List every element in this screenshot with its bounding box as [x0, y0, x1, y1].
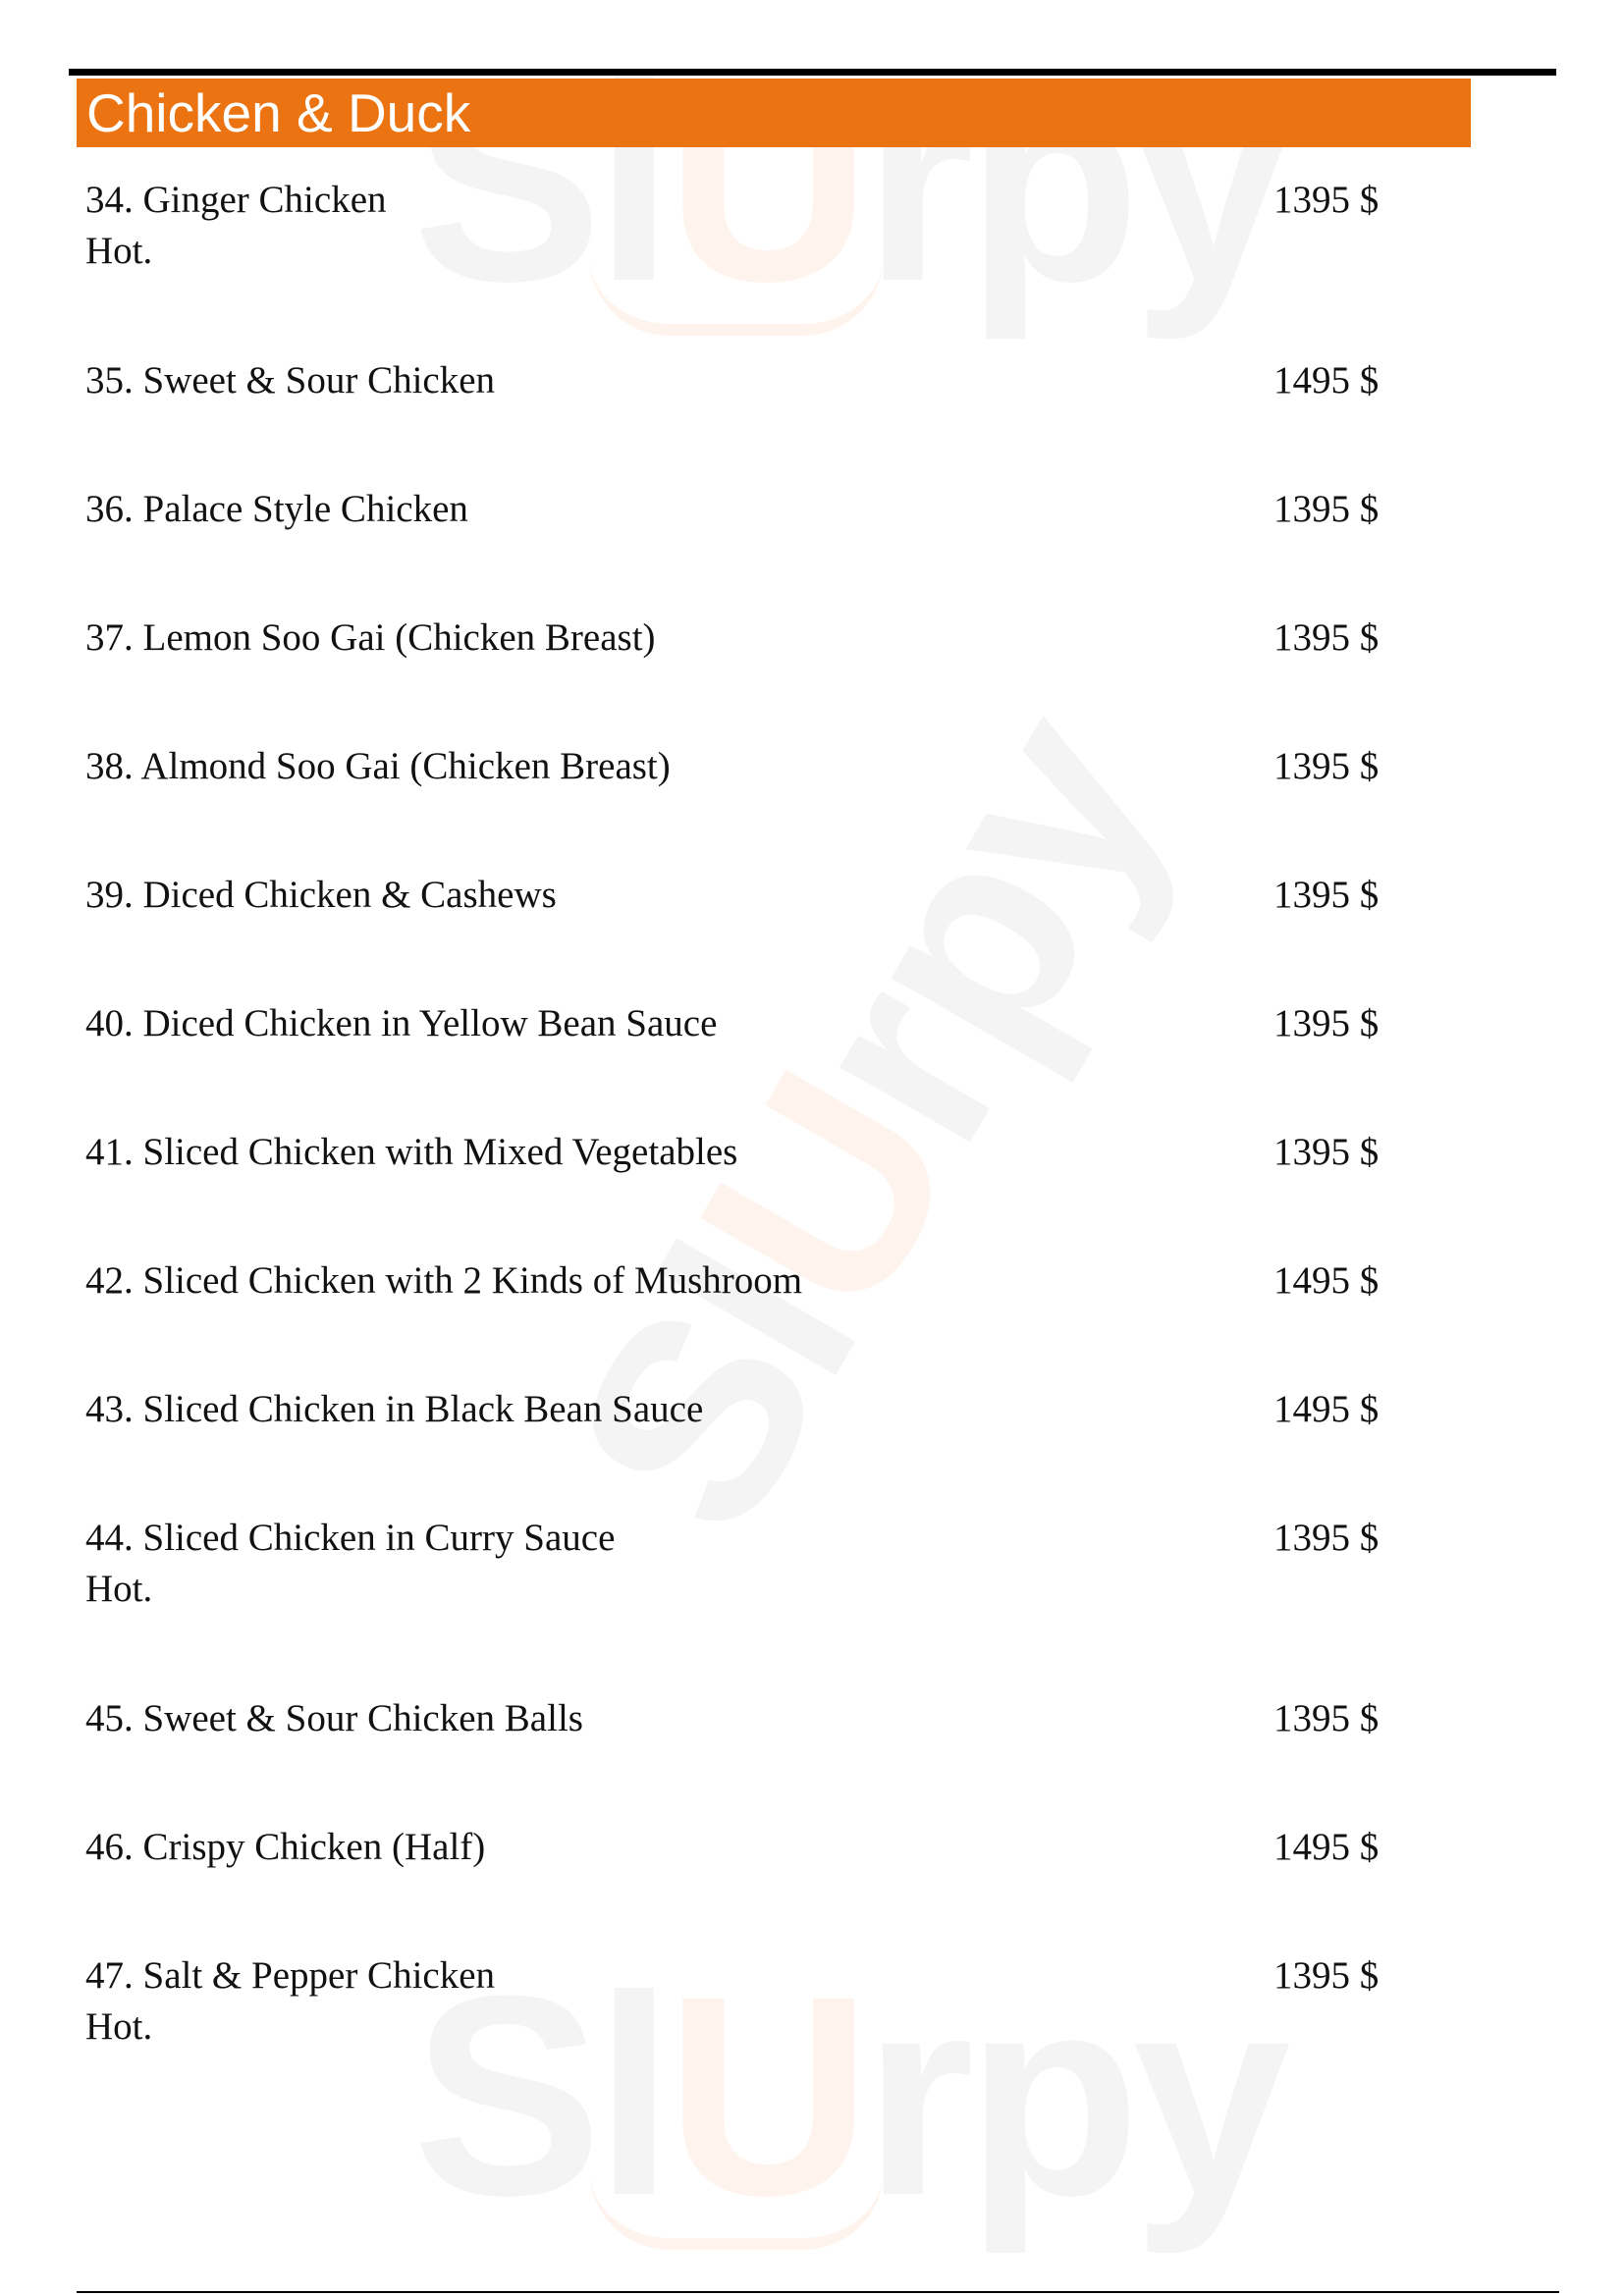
menu-list — [85, 175, 1391, 2131]
menu-item — [85, 484, 1391, 613]
item-name: 37. Lemon Soo Gai (Chicken Breast) — [85, 616, 656, 659]
item-name: 44. Sliced Chicken in Curry Sauce — [85, 1517, 616, 1559]
menu-item — [85, 1950, 1391, 2131]
item-name: 34. Ginger Chicken — [85, 179, 387, 221]
item-note: Hot. — [85, 2005, 153, 2048]
menu-item — [85, 998, 1391, 1127]
item-price: 1395 $ — [1273, 745, 1380, 787]
item-price: 1395 $ — [1273, 1517, 1380, 1559]
item-name: 46. Crispy Chicken (Half) — [85, 1826, 486, 1868]
menu-item — [85, 613, 1391, 741]
top-divider — [69, 69, 1556, 76]
item-name: 47. Salt & Pepper Chicken — [85, 1954, 496, 1997]
item-note: Hot. — [85, 230, 153, 272]
item-price: 1495 $ — [1273, 1826, 1380, 1868]
menu-item — [85, 355, 1391, 484]
section-title: Chicken & Duck — [77, 79, 1471, 147]
menu-item — [85, 1255, 1391, 1384]
item-name: 35. Sweet & Sour Chicken — [85, 359, 496, 401]
item-name: 39. Diced Chicken & Cashews — [85, 874, 557, 916]
menu-item — [85, 1384, 1391, 1513]
menu-item — [85, 1693, 1391, 1822]
menu-item — [85, 870, 1391, 998]
item-price: 1495 $ — [1273, 1259, 1380, 1302]
watermark-logo: U — [666, 23, 864, 341]
item-price: 1395 $ — [1273, 1002, 1380, 1044]
item-price: 1495 $ — [1273, 1388, 1380, 1430]
item-note: Hot. — [85, 1568, 153, 1610]
item-name: 41. Sliced Chicken with Mixed Vegetables — [85, 1131, 738, 1173]
item-price: 1395 $ — [1273, 179, 1380, 221]
item-price: 1395 $ — [1273, 1131, 1380, 1173]
item-price: 1495 $ — [1273, 359, 1380, 401]
menu-item — [85, 1822, 1391, 1950]
item-name: 36. Palace Style Chicken — [85, 488, 468, 530]
item-name: 45. Sweet & Sour Chicken Balls — [85, 1697, 583, 1739]
item-price: 1395 $ — [1273, 1954, 1380, 1997]
menu-item — [85, 741, 1391, 870]
item-price: 1395 $ — [1273, 1697, 1380, 1739]
menu-item — [85, 1513, 1391, 1693]
menu-item — [85, 1127, 1391, 1255]
item-name: 38. Almond Soo Gai (Chicken Breast) — [85, 745, 671, 787]
item-name: 40. Diced Chicken in Yellow Bean Sauce — [85, 1002, 718, 1044]
watermark-smile-icon — [589, 2169, 884, 2250]
bottom-divider — [77, 2291, 1559, 2293]
item-price: 1395 $ — [1273, 616, 1380, 659]
item-price: 1395 $ — [1273, 874, 1380, 916]
item-price: 1395 $ — [1273, 488, 1380, 530]
watermark-logo: U — [638, 1031, 1013, 1362]
menu-item — [85, 175, 1391, 355]
item-name: 42. Sliced Chicken with 2 Kinds of Mushroom — [85, 1259, 803, 1302]
item-name: 43. Sliced Chicken in Black Bean Sauce — [85, 1388, 704, 1430]
watermark-logo: U — [666, 1937, 864, 2255]
